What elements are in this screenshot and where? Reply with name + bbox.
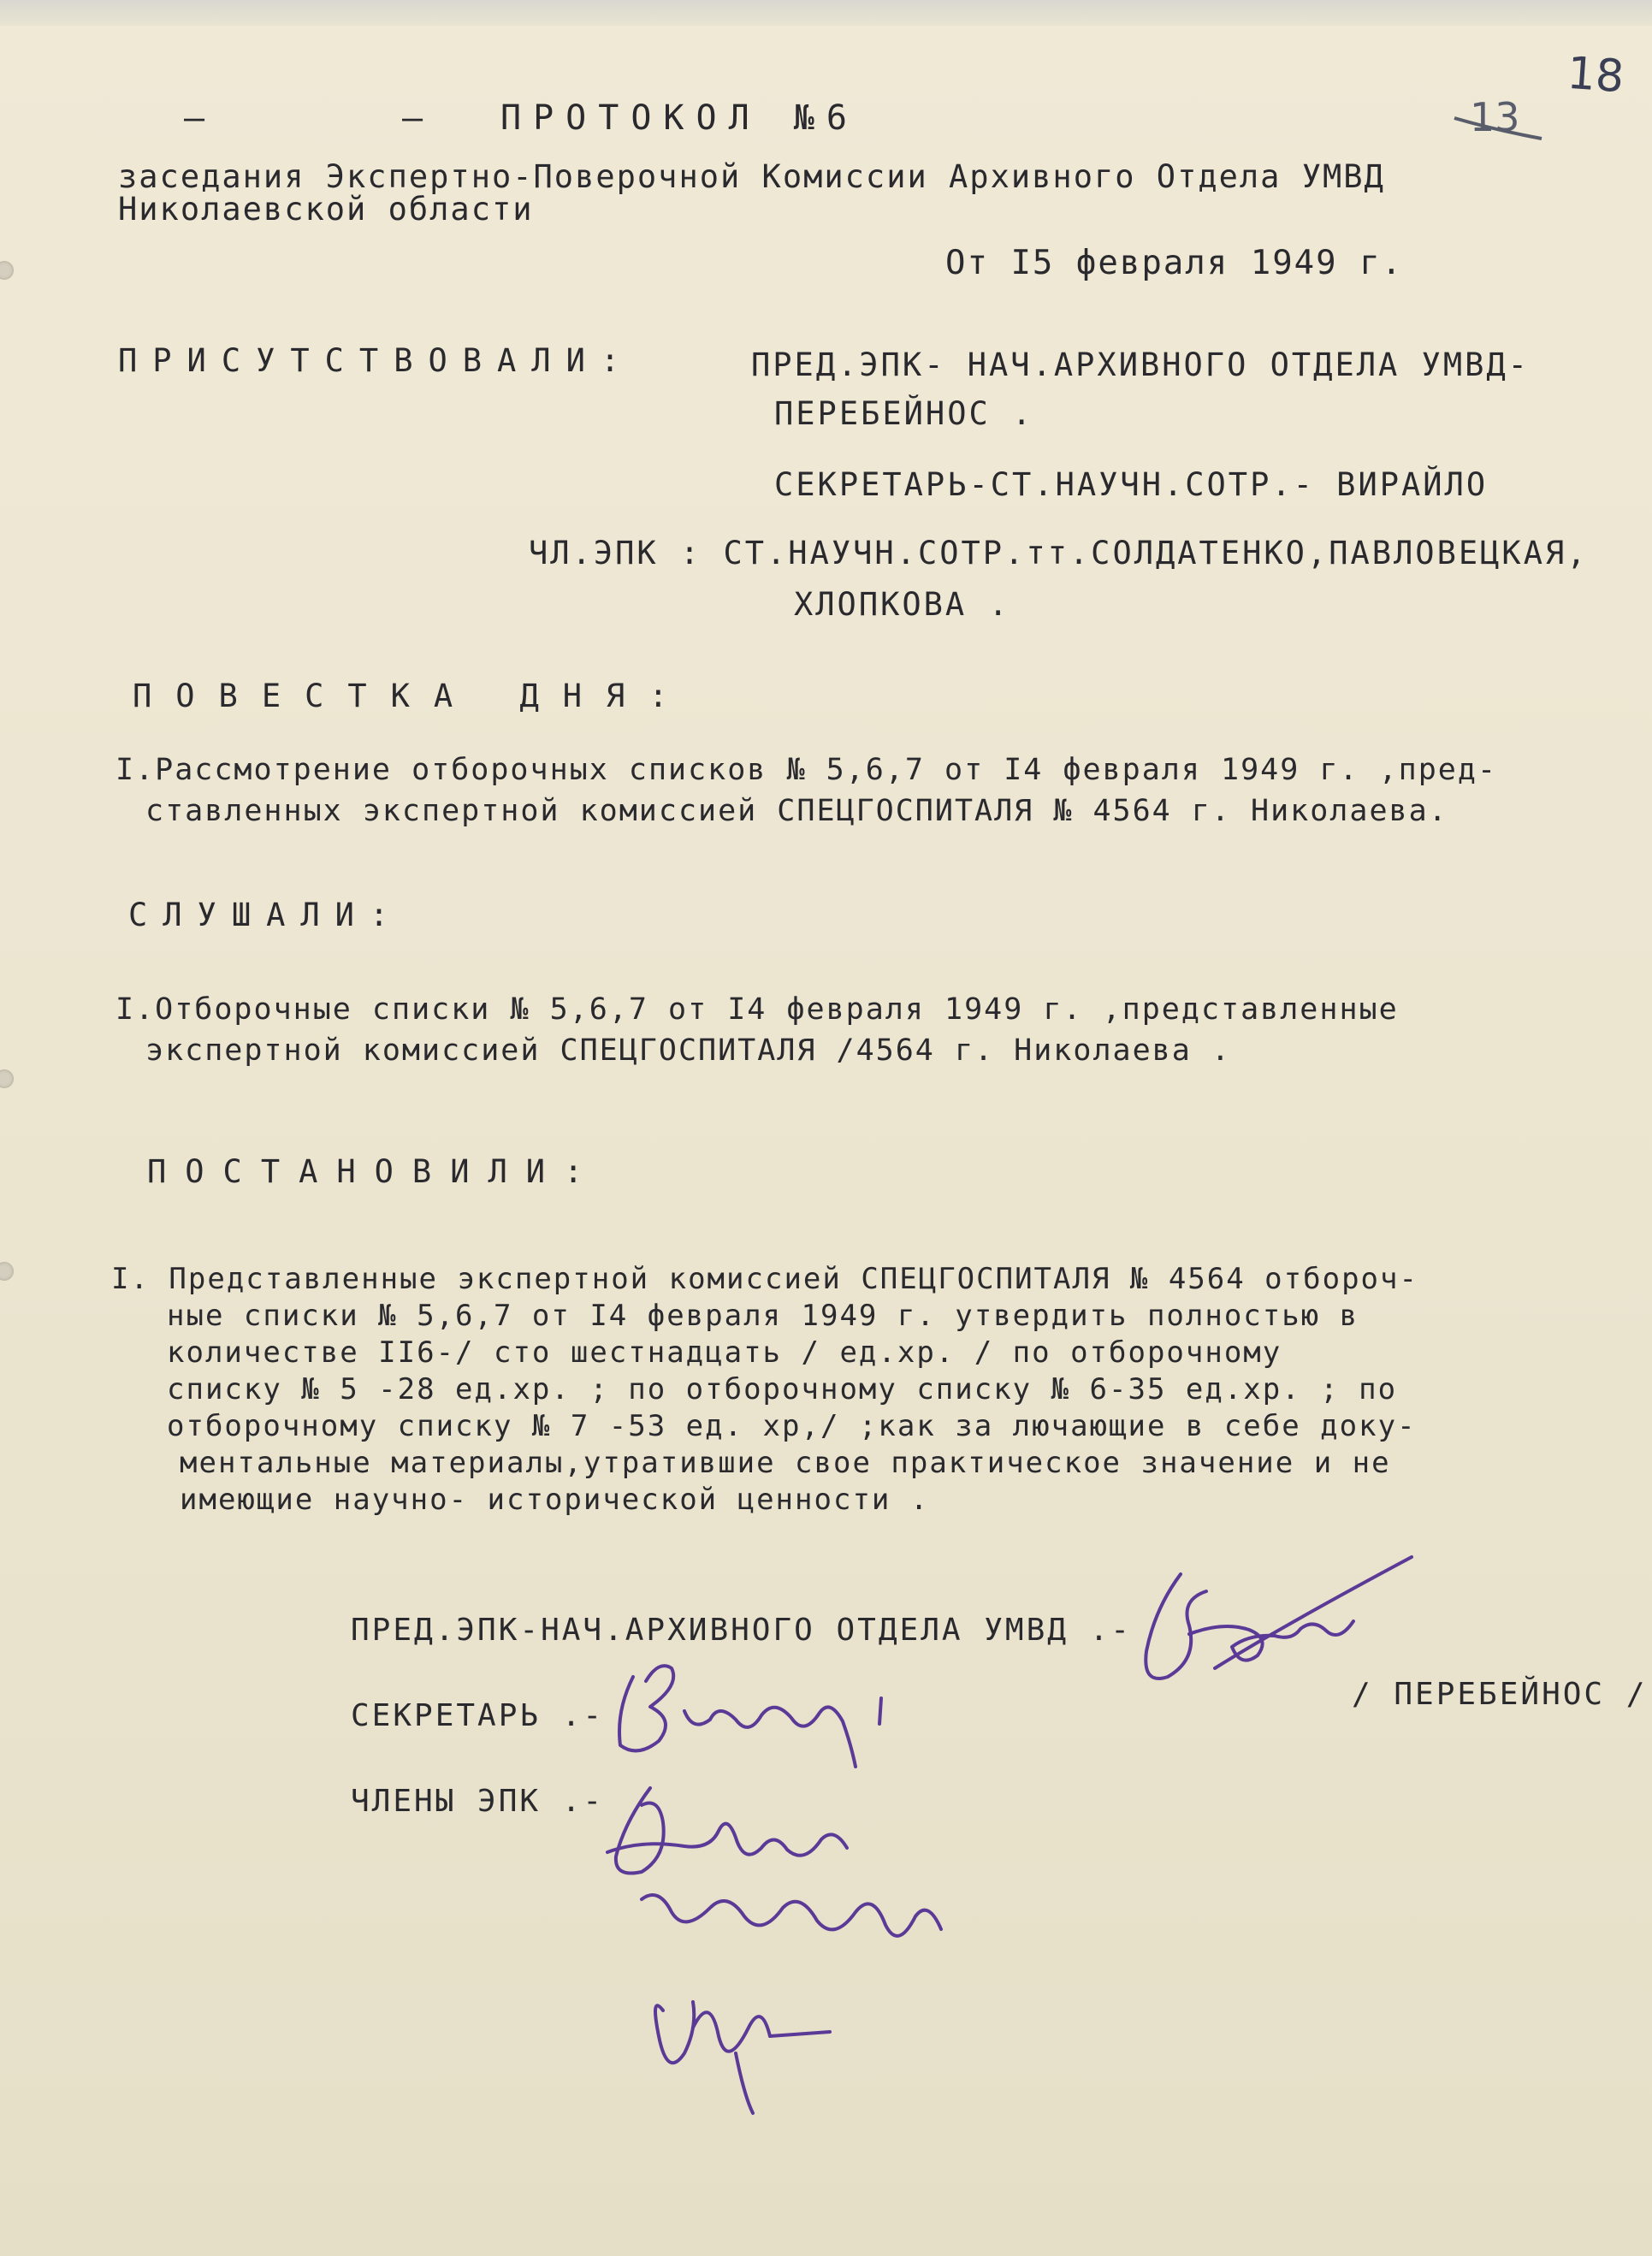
heard-item: экспертной комиссией СПЕЦГОСПИТАЛЯ /4564 г. Николаева . [145,1033,1231,1068]
resolved-line: ментальные материалы,утратившие свое практическое значение и не [180,1446,1391,1480]
resolved-line: отборочному списку № 7 -53 ед. хр,/ ;как за лючающие в себе доку- [167,1409,1417,1443]
resolved-line: списку № 5 -28 ед.хр. ; по отборочному списку № 6-35 ед.хр. ; по [167,1372,1398,1406]
document-subtitle: Николаевской области [118,191,534,228]
attendance-heading: ПРИСУТСТВОВАЛИ: [118,342,636,379]
chair-signature-label: ПРЕД.ЭПК-НАЧ.АРХИВНОГО ОТДЕЛА УМВД .- [351,1613,1132,1648]
members-line: ЧЛ.ЭПК : СТ.НАУЧН.СОТР.тт.СОЛДАТЕНКО,ПАВЛОВЕЦКАЯ, [529,535,1589,571]
chair-signature [1129,1540,1420,1711]
chair-name: ПЕРЕБЕЙНОС . [774,395,1034,432]
secretary-signature [599,1651,924,1779]
document-title: ПРОТОКОЛ №6 [500,98,859,138]
resolved-line: I. Представленные экспертной комиссией СПЕЦГОСПИТАЛЯ № 4564 отбороч- [111,1262,1418,1296]
chair-printed-name: / ПЕРЕБЕЙНОС / [1352,1677,1648,1712]
document-subtitle: заседания Экспертно-Поверочной Комиссии Архивного Отдела УМВД [118,158,1385,195]
punch-hole [0,1069,14,1088]
agenda-heading: ПОВЕСТКА ДНЯ: [133,678,692,714]
archive-page-number: 18 [1565,47,1626,104]
punch-hole [0,1262,14,1281]
agenda-item: ставленных экспертной комиссией СПЕЦГОСПИТАЛЯ № 4564 г. Николаева. [145,794,1448,828]
resolved-line: ные списки № 5,6,7 от I4 февраля 1949 г. утвердить полностью в [167,1299,1359,1333]
document-date: От I5 февраля 1949 г. [945,244,1404,282]
title-dash: – [184,98,217,138]
heard-heading: СЛУШАЛИ: [128,897,405,933]
strike-mark [1453,110,1547,144]
members-signatures [590,1771,1001,2122]
chair-line: ПРЕД.ЭПК- НАЧ.АРХИВНОГО ОТДЕЛА УМВД- [751,346,1530,383]
resolved-line: имеющие научно- исторической ценности . [180,1483,930,1517]
members-signature-label: ЧЛЕНЫ ЭПК .- [351,1784,605,1819]
punch-hole [0,261,14,280]
title-dash: – [402,98,435,138]
agenda-item: I.Рассмотрение отборочных списков № 5,6,7 от I4 февраля 1949 г. ,пред- [115,753,1498,787]
resolved-line: количестве II6-/ сто шестнадцать / ед.хр. / по отборочному [167,1335,1282,1370]
paper-edge [0,0,1652,26]
heard-item: I.Отборочные списки № 5,6,7 от I4 февраля 1949 г. ,представленные [115,992,1399,1027]
members-line: ХЛОПКОВА . [794,586,1010,623]
crossed-out-page-number: 13 [1470,94,1520,140]
secretary-signature-label: СЕКРЕТАРЬ .- [351,1698,605,1733]
secretary-line: СЕКРЕТАРЬ-СТ.НАУЧН.СОТР.- ВИРАЙЛО [774,466,1489,503]
resolved-heading: ПОСТАНОВИЛИ: [147,1153,602,1190]
